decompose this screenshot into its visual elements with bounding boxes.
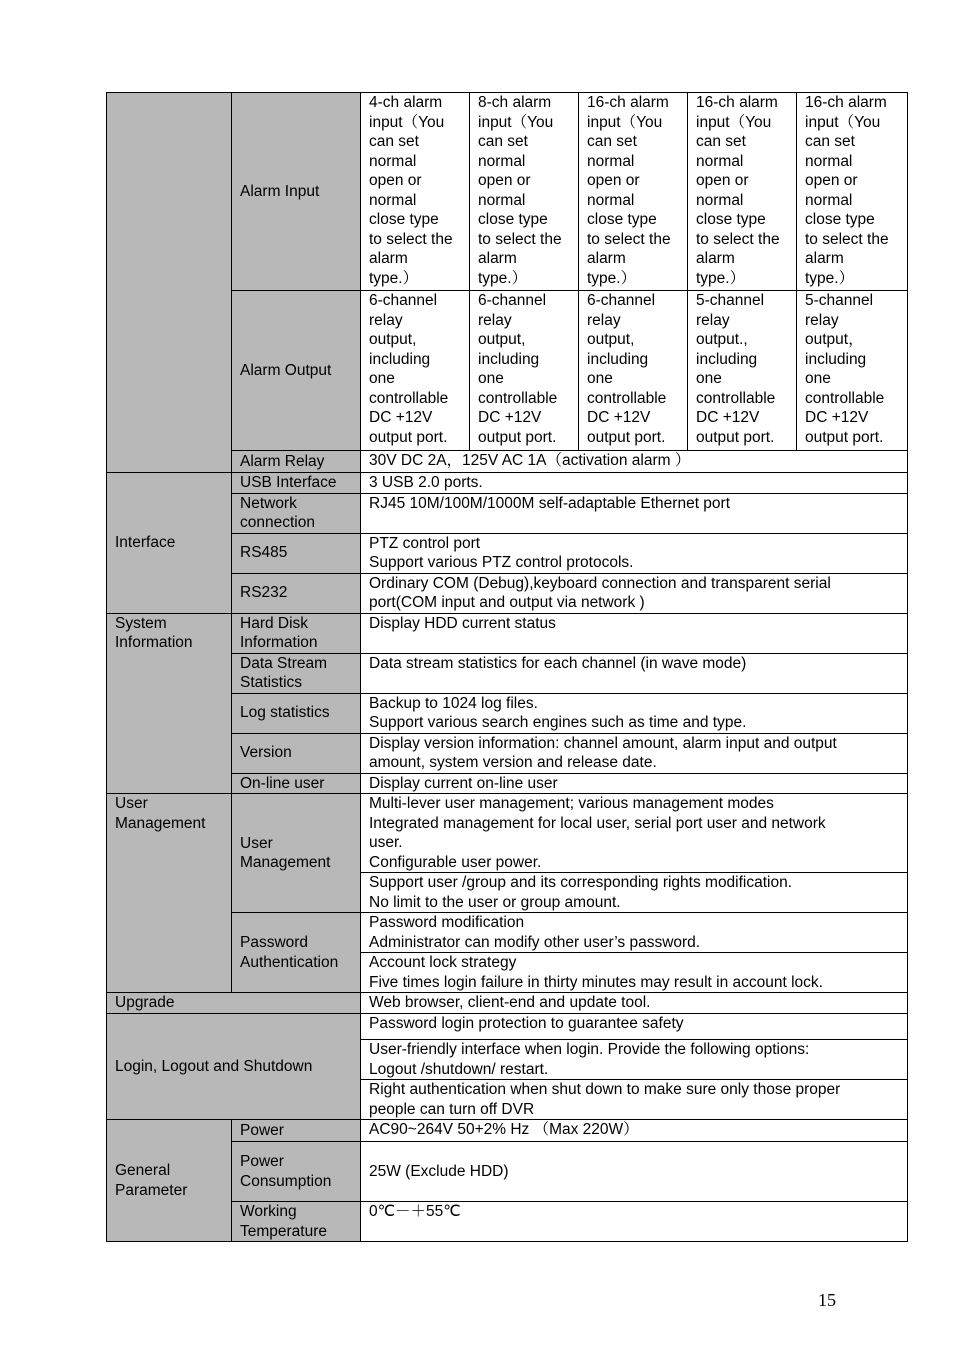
alarm-output-value-3: 6-channel relay output, including one controllable DC +12V output port. xyxy=(579,291,688,451)
alarm-output-value-1: 6-channel relay output, including one controllable DC +12V output port. xyxy=(361,291,470,451)
general-group-label: General Parameter xyxy=(107,1120,232,1242)
hdd-label: Hard Disk Information xyxy=(232,613,361,653)
alarm-output-value-4: 5-channel relay output., including one controllable DC +12V output port. xyxy=(688,291,797,451)
stream-label: Data Stream Statistics xyxy=(232,653,361,693)
log-value: Backup to 1024 log files. Support various search engines such as time and type. xyxy=(361,693,908,733)
online-label: On-line user xyxy=(232,773,361,794)
row-login-1 xyxy=(107,1014,908,1040)
version-value: Display version information: channel amount, alarm input and output amount, system version and release date. xyxy=(361,733,908,773)
stream-value: Data stream statistics for each channel (in wave mode) xyxy=(361,653,908,693)
alarm-input-value-2: 8-ch alarm input（You can set normal open or normal close type to select the alarm type.） xyxy=(470,93,579,291)
usb-label: USB Interface xyxy=(232,473,361,494)
hdd-value: Display HDD current status xyxy=(361,613,908,653)
row-power xyxy=(107,1120,908,1142)
row-hdd xyxy=(107,613,908,653)
password-auth-label: Password Authentication xyxy=(232,913,361,993)
alarm-input-label: Alarm Input xyxy=(232,93,361,291)
online-value: Display current on-line user xyxy=(361,773,908,794)
temperature-value: 0℃－＋55℃ xyxy=(361,1202,908,1242)
password-auth-value-1: Password modification Administrator can modify other user’s password. xyxy=(361,913,908,953)
power-value: AC90~264V 50+2% Hz （Max 220W） xyxy=(361,1120,908,1142)
user-mgmt-group-label: User Management xyxy=(107,794,232,993)
alarm-relay-value: 30V DC 2A，125V AC 1A（activation alarm ） xyxy=(361,451,908,473)
temperature-label: Working Temperature xyxy=(232,1202,361,1242)
consumption-value: 25W (Exclude HDD) xyxy=(361,1142,908,1202)
alarm-relay-label: Alarm Relay xyxy=(232,451,361,473)
alarm-output-value-2: 6-channel relay output, including one controllable DC +12V output port. xyxy=(470,291,579,451)
version-label: Version xyxy=(232,733,361,773)
row-usb xyxy=(107,473,908,494)
consumption-label: Power Consumption xyxy=(232,1142,361,1202)
interface-group-label: Interface xyxy=(107,473,232,614)
login-value-1: Password login protection to guarantee safety xyxy=(361,1014,908,1040)
row-upgrade xyxy=(107,993,908,1014)
login-value-3: Right authentication when shut down to make sure only those proper people can turn off DVR xyxy=(361,1080,908,1120)
alarm-output-label: Alarm Output xyxy=(232,291,361,451)
login-label: Login, Logout and Shutdown xyxy=(107,1014,361,1120)
page-number: 15 xyxy=(818,1290,836,1310)
spec-table xyxy=(106,92,908,1242)
log-label: Log statistics xyxy=(232,693,361,733)
alarm-output-value-5: 5-channel relay output， including one controllable DC +12V output port. xyxy=(797,291,908,451)
user-mgmt-value-1: Multi-lever user management; various management modes Integrated management for local user, serial port user and network user. Configurable user power. xyxy=(361,794,908,873)
rs232-label: RS232 xyxy=(232,573,361,613)
alarm-input-value-1: 4-ch alarm input（You can set normal open or normal close type to select the alarm type.） xyxy=(361,93,470,291)
upgrade-label: Upgrade xyxy=(107,993,361,1014)
alarm-input-value-3: 16-ch alarm input（You can set normal open or normal close type to select the alarm type.） xyxy=(579,93,688,291)
power-label: Power xyxy=(232,1120,361,1142)
network-label: Network connection xyxy=(232,493,361,533)
rs485-value: PTZ control port Support various PTZ control protocols. xyxy=(361,533,908,573)
rs232-value: Ordinary COM (Debug),keyboard connection and transparent serial port(COM input and output via network ) xyxy=(361,573,908,613)
user-mgmt-value-2: Support user /group and its corresponding rights modification. No limit to the user or group amount. xyxy=(361,873,908,913)
rs485-label: RS485 xyxy=(232,533,361,573)
usb-value: 3 USB 2.0 ports. xyxy=(361,473,908,494)
network-value: RJ45 10M/100M/1000M self-adaptable Ethernet port xyxy=(361,493,908,533)
alarm-group-cell xyxy=(107,93,232,473)
alarm-input-value-4: 16-ch alarm input（You can set normal open or normal close type to select the alarm type.） xyxy=(688,93,797,291)
upgrade-value: Web browser, client-end and update tool. xyxy=(361,993,908,1014)
system-info-group-label: System Information xyxy=(107,613,232,794)
user-mgmt-label: User Management xyxy=(232,794,361,913)
row-user-1 xyxy=(107,794,908,873)
password-auth-value-2: Account lock strategy Five times login failure in thirty minutes may result in account lock. xyxy=(361,953,908,993)
alarm-input-value-5: 16-ch alarm input（You can set normal open or normal close type to select the alarm type.） xyxy=(797,93,908,291)
row-alarm-input xyxy=(107,93,908,291)
login-value-2: User-friendly interface when login. Provide the following options: Logout /shutdown/ restart. xyxy=(361,1040,908,1080)
